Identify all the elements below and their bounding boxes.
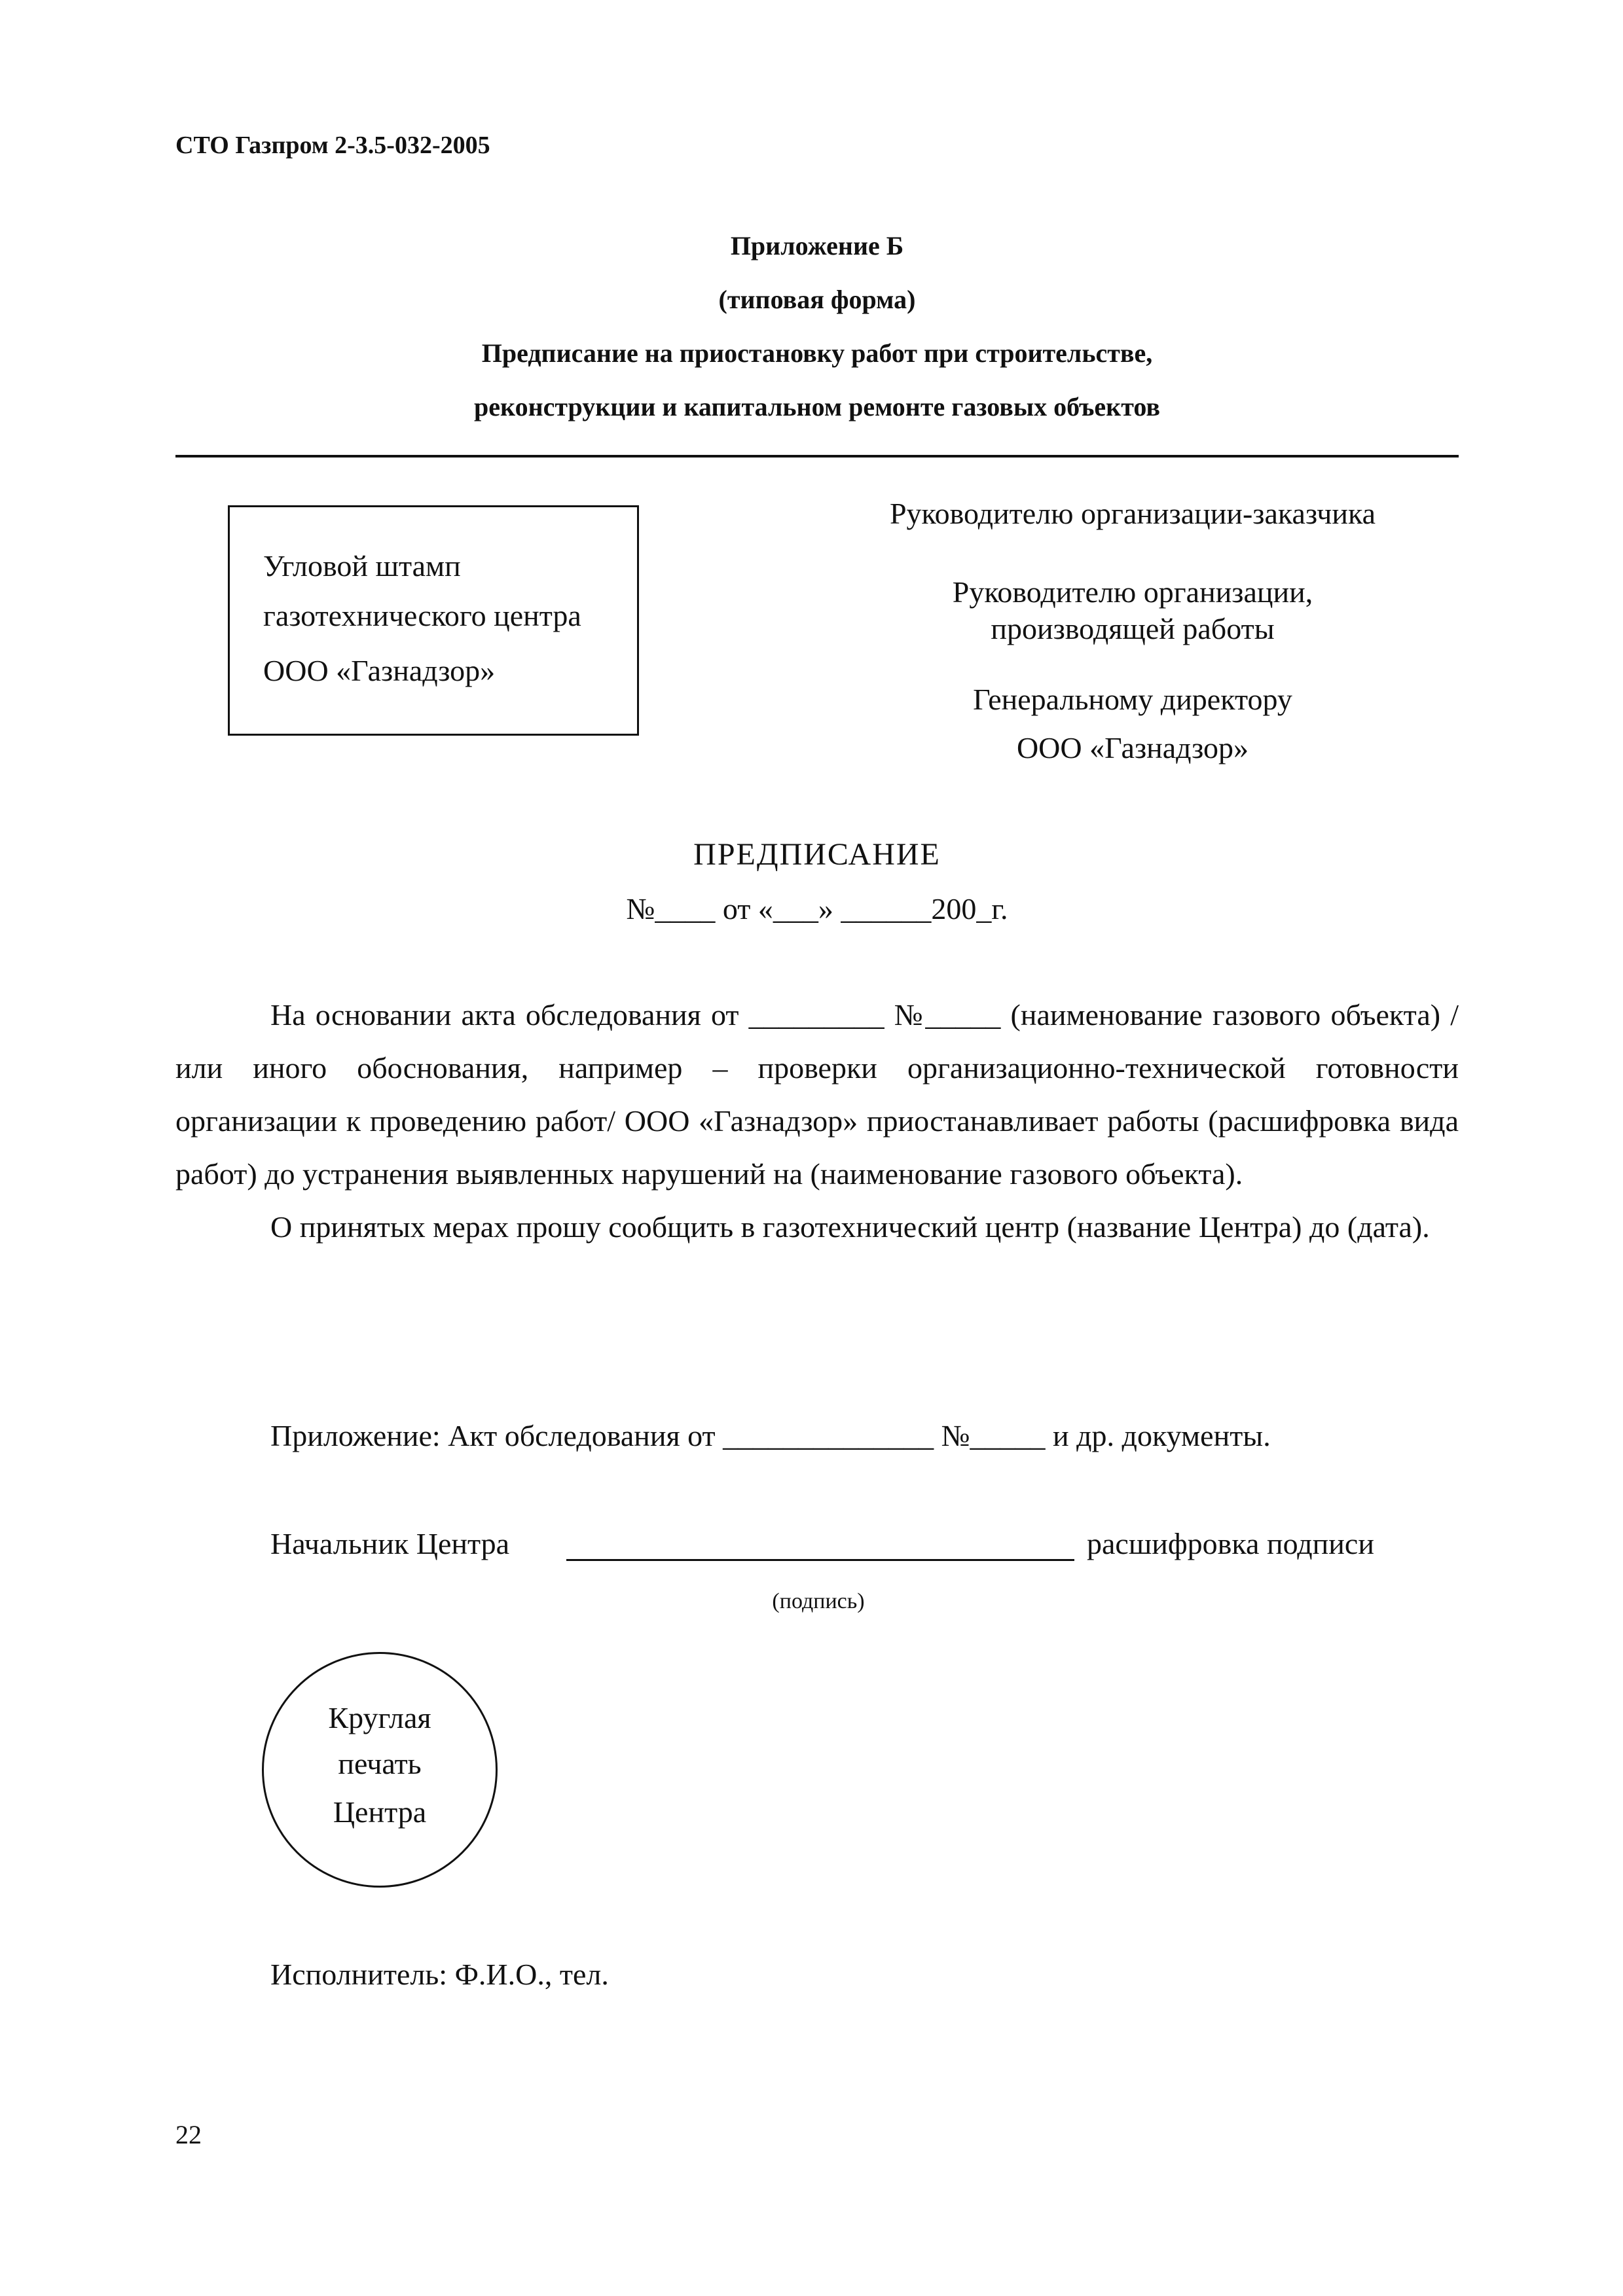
- appendix-subtitle: (типовая форма): [718, 285, 916, 314]
- signature-caption: (подпись): [772, 1589, 865, 1613]
- addressee-customer: Руководителю организации-заказчика: [889, 497, 1376, 530]
- stamp-line-2: газотехнического центра: [263, 599, 581, 632]
- signature-label: Начальник Центра: [270, 1527, 510, 1560]
- stamp-line-1: Угловой штамп: [263, 549, 461, 583]
- addressee-contractor-line-2: производящей работы: [991, 612, 1275, 645]
- attachment-line: Приложение: Акт обследования от ______________ №_____ и др. документы.: [270, 1419, 1271, 1452]
- header-divider: [175, 455, 1459, 457]
- signature-decode: расшифровка подписи: [1087, 1527, 1374, 1560]
- page-number: 22: [175, 2120, 202, 2149]
- stamp-line-3: ООО «Газнадзор»: [263, 654, 496, 687]
- document-code: СТО Газпром 2-3.5-032-2005: [175, 132, 490, 159]
- order-body: [175, 988, 1459, 1253]
- order-number-line: №____ от «___» ______200_г.: [626, 892, 1008, 925]
- seal-line-1: Круглая: [328, 1701, 431, 1734]
- body-paragraph-2: О принятых мерах прошу сообщить в газотехнический центр (название Центра) до (дата).: [270, 1210, 1430, 1244]
- order-title: ПРЕДПИСАНИЕ: [693, 837, 941, 872]
- seal-line-3: Центра: [333, 1795, 427, 1829]
- executor-line: Исполнитель: Ф.И.О., тел.: [270, 1958, 609, 1991]
- appendix-heading-line-1: Предписание на приостановку работ при строительстве,: [481, 338, 1153, 368]
- body-paragraph-1: На основании акта обследования от _________ №_____ (наименование газового объекта) /или иного обоснования, например – проверки организационно-технической готовности организации к проведению работ/ ООО «Газнадзор» приостанавливает работы (расшифровка вида работ) до устранения выявленных нарушений на (наименование газового объекта).: [175, 998, 1459, 1191]
- addressee-director-line-1: Генеральному директору: [973, 683, 1292, 716]
- signature-underline: [566, 1559, 1074, 1561]
- appendix-title: Приложение Б: [730, 231, 904, 260]
- addressee-director-line-2: ООО «Газнадзор»: [1016, 731, 1249, 764]
- seal-line-2: печать: [338, 1747, 422, 1780]
- appendix-heading-line-2: реконструкции и капитальном ремонте газовых объектов: [474, 392, 1160, 422]
- addressee-contractor-line-1: Руководителю организации,: [952, 575, 1313, 609]
